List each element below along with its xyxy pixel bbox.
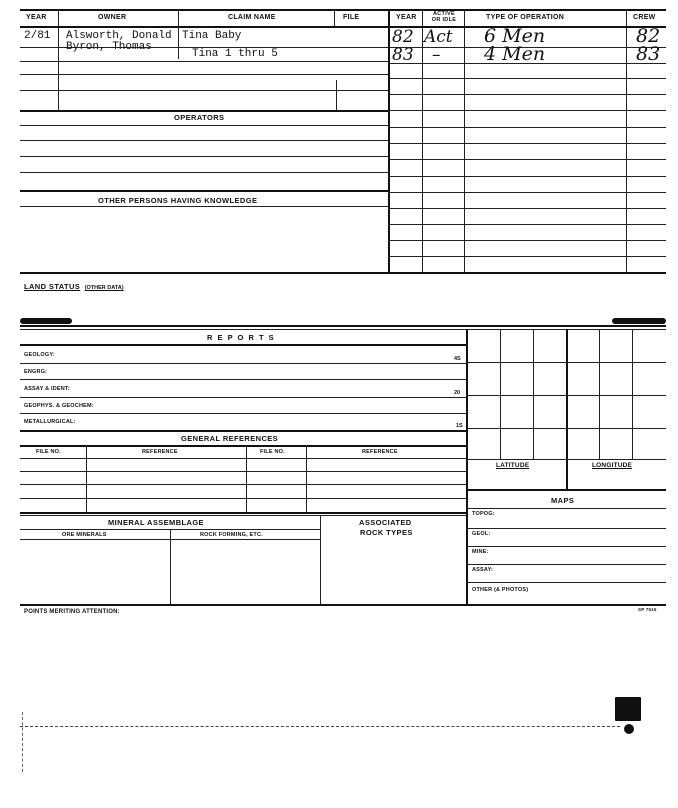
col-divider: [422, 9, 423, 272]
col-divider: [86, 445, 87, 512]
scan-edge: [22, 712, 23, 772]
hand-operation-1: 6 Men: [484, 25, 546, 47]
grid-line: [466, 489, 666, 491]
land-status-heading: [24, 276, 124, 294]
col-divider: [388, 9, 390, 272]
col-divider: [58, 9, 59, 111]
header-file: FILE: [343, 14, 360, 21]
row-rule: [20, 397, 466, 398]
grid-line: [566, 329, 568, 489]
gr-header-file-no-2: FILE NO.: [260, 449, 285, 455]
row-rule: [20, 140, 388, 141]
rule: [20, 26, 666, 28]
row-rule: [20, 515, 466, 516]
row-rule: [388, 159, 666, 160]
maps-assay: ASSAY:: [472, 567, 494, 573]
gr-header-reference-1: REFERENCE: [142, 449, 178, 455]
header-active-line: ACTIVE: [433, 11, 455, 17]
row-rule: [388, 110, 666, 111]
report-geology: GEOLOGY:: [24, 352, 55, 358]
hand-year-2: 83: [392, 45, 414, 65]
latitude-label: LATITUDE: [496, 462, 530, 469]
row-rule: [20, 379, 466, 380]
hand-status-2: –: [432, 45, 441, 65]
header-idle-line: OR IDLE: [431, 17, 457, 23]
gr-header-file-no-1: FILE NO.: [36, 449, 61, 455]
row-rule: [466, 528, 666, 529]
row-rule: [388, 94, 666, 95]
row-rule: [388, 78, 666, 79]
row-rule: [20, 156, 388, 157]
longitude-label: LONGITUDE: [592, 462, 633, 469]
col-divider: [334, 9, 335, 26]
report-assay-num: 20: [454, 390, 461, 396]
grid-line: [466, 459, 666, 460]
maps-topog: TOPOG:: [472, 511, 495, 517]
hand-operation-2: 4 Men: [484, 43, 546, 65]
maps-mine: MINE:: [472, 549, 489, 555]
operators-label: OPERATORS: [174, 113, 225, 122]
header-claim-name: CLAIM NAME: [228, 14, 276, 21]
row-rule: [20, 344, 466, 346]
row-rule: [466, 508, 666, 509]
gr-header-reference-2: REFERENCE: [362, 449, 398, 455]
row-rule: [20, 272, 666, 274]
scan-line: [20, 726, 620, 727]
grid-line: [466, 362, 666, 363]
entry-claim-1: Tina Baby: [182, 30, 242, 42]
col-divider: [336, 80, 337, 110]
associated-label-1: ASSOCIATED: [359, 518, 412, 527]
header-crew: CREW: [633, 14, 656, 21]
header-year-2: YEAR: [396, 14, 417, 21]
rule: [20, 9, 666, 11]
hand-crew-2: 83: [636, 43, 661, 65]
row-rule: [20, 430, 466, 432]
hand-status-1: Act: [424, 27, 453, 47]
col-divider: [178, 9, 179, 59]
hand-crew-1: 82: [636, 25, 661, 47]
section-rule: [20, 329, 666, 330]
row-rule: [20, 413, 466, 414]
reports-title: R E P O R T S: [207, 333, 276, 342]
row-rule: [388, 127, 666, 128]
col-divider: [466, 329, 468, 604]
ink-smudge: [612, 318, 666, 324]
maps-geol: GEOL:: [472, 531, 491, 537]
row-rule: [20, 125, 388, 126]
row-rule: [466, 564, 666, 565]
header-year: YEAR: [26, 14, 47, 21]
other-persons-label: OTHER PERSONS HAVING KNOWLEDGE: [98, 196, 258, 205]
row-rule: [388, 192, 666, 193]
row-rule: [20, 512, 466, 514]
grid-line: [500, 329, 501, 459]
row-rule: [20, 604, 666, 606]
registration-mark: [615, 697, 641, 721]
row-rule: [388, 224, 666, 225]
grid-line: [466, 428, 666, 429]
registration-dot: [624, 724, 634, 734]
grid-line: [533, 329, 534, 459]
report-metallurgical: METALLURGICAL:: [24, 419, 76, 425]
ore-minerals-header: ORE MINERALS: [62, 532, 107, 538]
report-metallurgical-num: 1S: [456, 423, 463, 429]
maps-other: OTHER (& PHOTOS): [472, 587, 529, 593]
col-divider: [306, 445, 307, 512]
row-rule: [388, 240, 666, 241]
col-divider: [626, 9, 627, 272]
general-references-title: GENERAL REFERENCES: [181, 434, 279, 443]
report-geology-num: 4S: [454, 356, 461, 362]
maps-title: MAPS: [551, 496, 575, 505]
row-rule: [20, 61, 388, 62]
grid-line: [599, 329, 600, 459]
land-status-label: LAND STATUS: [24, 282, 81, 291]
form-number: SP 7515: [638, 607, 657, 612]
land-status-sub: (OTHER DATA): [84, 285, 124, 291]
grid-line: [466, 395, 666, 396]
col-divider: [170, 529, 171, 604]
row-rule: [20, 110, 388, 112]
col-divider: [464, 9, 465, 272]
rock-forming-header: ROCK FORMING, ETC.: [200, 532, 263, 538]
header-active-idle: [424, 11, 464, 23]
row-rule: [20, 74, 388, 75]
row-rule: [20, 190, 388, 192]
col-divider: [246, 445, 247, 512]
row-rule: [466, 582, 666, 583]
header-type-of-operation: TYPE OF OPERATION: [486, 14, 565, 21]
report-geophys: GEOPHYS. & GEOCHEM:: [24, 403, 94, 409]
entry-owner-2: Byron, Thomas: [66, 41, 152, 53]
row-rule: [388, 143, 666, 144]
row-rule: [466, 546, 666, 547]
entry-year: 2/81: [24, 30, 51, 42]
row-rule: [20, 90, 388, 91]
points-meriting-attention-label: POINTS MERITING ATTENTION:: [24, 609, 120, 615]
grid-line: [632, 329, 633, 459]
ink-smudge: [20, 318, 72, 324]
report-assay: ASSAY & IDENT:: [24, 386, 70, 392]
report-engrg: ENGRG:: [24, 369, 48, 375]
row-rule: [388, 256, 666, 257]
col-divider: [320, 515, 321, 604]
row-rule: [20, 363, 466, 364]
hand-year-1: 82: [392, 27, 414, 47]
associated-label-2: ROCK TYPES: [360, 528, 413, 537]
row-rule: [388, 176, 666, 177]
row-rule: [388, 208, 666, 209]
section-rule: [20, 325, 666, 327]
header-owner: OWNER: [98, 14, 127, 21]
row-rule: [20, 206, 388, 207]
row-rule: [20, 172, 388, 173]
mineral-assemblage-title: MINERAL ASSEMBLAGE: [108, 518, 204, 527]
entry-claim-2: Tina 1 thru 5: [192, 48, 278, 60]
entry-owner-1: Alsworth, Donald: [66, 30, 172, 42]
